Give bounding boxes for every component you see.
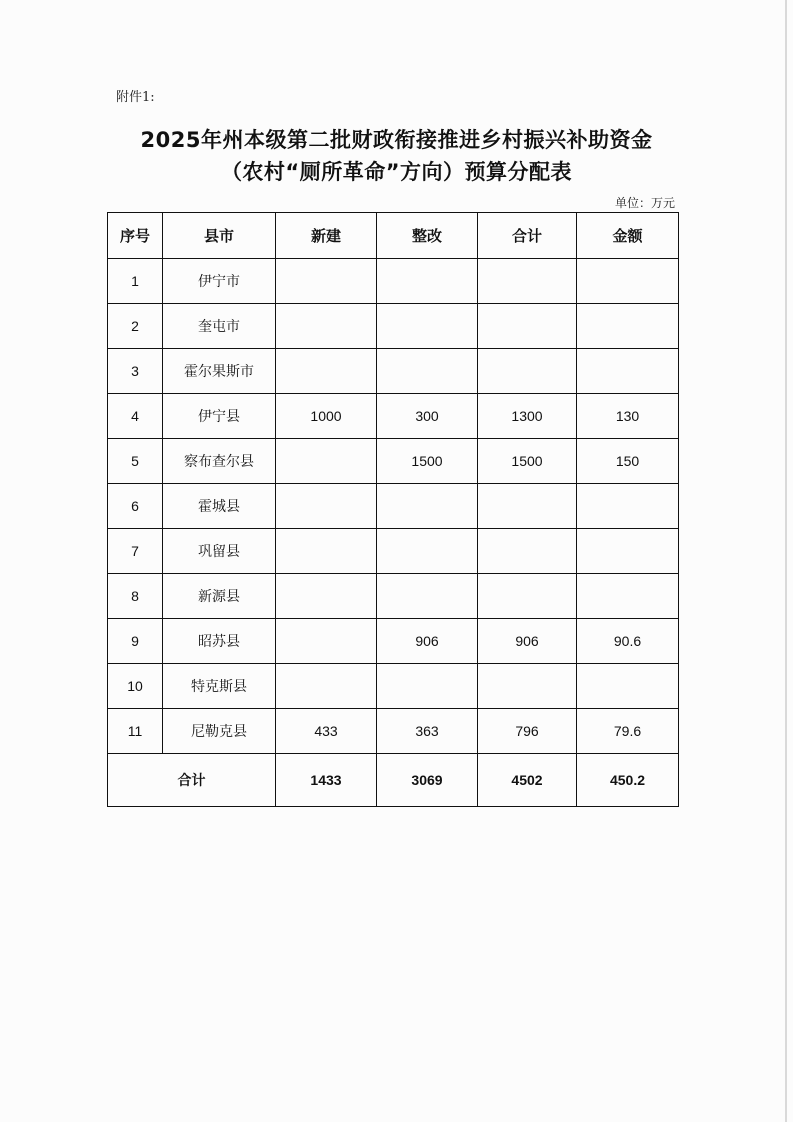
cell-total bbox=[478, 259, 577, 304]
cell-no: 7 bbox=[108, 529, 163, 574]
cell-rectify bbox=[377, 304, 478, 349]
cell-amount: 150 bbox=[577, 439, 679, 484]
attachment-label: 附件1: bbox=[116, 90, 155, 105]
cell-total: 796 bbox=[478, 709, 577, 754]
cell-no: 10 bbox=[108, 664, 163, 709]
total-amount: 450.2 bbox=[577, 754, 679, 807]
cell-no: 5 bbox=[108, 439, 163, 484]
table-row bbox=[108, 304, 679, 349]
cell-county: 察布查尔县 bbox=[163, 439, 276, 484]
cell-county: 伊宁市 bbox=[163, 259, 276, 304]
cell-amount bbox=[577, 259, 679, 304]
cell-county: 霍尔果斯市 bbox=[163, 349, 276, 394]
table-row bbox=[108, 664, 679, 709]
document-title-line2: （农村“厕所革命”方向）预算分配表 bbox=[220, 160, 573, 184]
cell-total: 906 bbox=[478, 619, 577, 664]
total-sum: 4502 bbox=[478, 754, 577, 807]
cell-amount bbox=[577, 664, 679, 709]
cell-rectify bbox=[377, 349, 478, 394]
header-amount: 金额 bbox=[577, 213, 679, 259]
cell-new bbox=[276, 529, 377, 574]
cell-rectify bbox=[377, 259, 478, 304]
cell-new bbox=[276, 259, 377, 304]
cell-amount: 90.6 bbox=[577, 619, 679, 664]
table-row bbox=[108, 439, 679, 484]
cell-no: 2 bbox=[108, 304, 163, 349]
cell-county: 特克斯县 bbox=[163, 664, 276, 709]
total-new: 1433 bbox=[276, 754, 377, 807]
cell-total bbox=[478, 304, 577, 349]
cell-total: 1300 bbox=[478, 394, 577, 439]
table-row bbox=[108, 484, 679, 529]
cell-total bbox=[478, 529, 577, 574]
cell-new bbox=[276, 484, 377, 529]
budget-table bbox=[107, 212, 679, 807]
cell-no: 9 bbox=[108, 619, 163, 664]
header-new: 新建 bbox=[276, 213, 377, 259]
total-rectify: 3069 bbox=[377, 754, 478, 807]
header-county: 县市 bbox=[163, 213, 276, 259]
cell-county: 昭苏县 bbox=[163, 619, 276, 664]
document-title-line1: 2025年州本级第二批财政衔接推进乡村振兴补助资金 bbox=[140, 128, 653, 152]
table-row bbox=[108, 619, 679, 664]
cell-no: 11 bbox=[108, 709, 163, 754]
header-no: 序号 bbox=[108, 213, 163, 259]
table-row bbox=[108, 574, 679, 619]
cell-rectify: 300 bbox=[377, 394, 478, 439]
header-rectify: 整改 bbox=[377, 213, 478, 259]
cell-total bbox=[478, 664, 577, 709]
cell-new bbox=[276, 574, 377, 619]
table-header-row bbox=[108, 213, 679, 259]
cell-amount bbox=[577, 484, 679, 529]
cell-county: 霍城县 bbox=[163, 484, 276, 529]
cell-new bbox=[276, 619, 377, 664]
cell-total: 1500 bbox=[478, 439, 577, 484]
cell-amount bbox=[577, 304, 679, 349]
cell-total bbox=[478, 484, 577, 529]
cell-no: 3 bbox=[108, 349, 163, 394]
cell-rectify bbox=[377, 529, 478, 574]
cell-total bbox=[478, 349, 577, 394]
cell-no: 6 bbox=[108, 484, 163, 529]
cell-rectify bbox=[377, 574, 478, 619]
cell-new bbox=[276, 439, 377, 484]
cell-amount: 130 bbox=[577, 394, 679, 439]
cell-amount bbox=[577, 349, 679, 394]
cell-rectify bbox=[377, 664, 478, 709]
cell-new: 1000 bbox=[276, 394, 377, 439]
cell-amount bbox=[577, 574, 679, 619]
cell-amount bbox=[577, 529, 679, 574]
table-total-row bbox=[108, 754, 679, 807]
cell-county: 尼勒克县 bbox=[163, 709, 276, 754]
unit-label: 单位：万元 bbox=[614, 196, 675, 210]
cell-rectify: 1500 bbox=[377, 439, 478, 484]
cell-rectify: 906 bbox=[377, 619, 478, 664]
cell-no: 1 bbox=[108, 259, 163, 304]
cell-new bbox=[276, 349, 377, 394]
cell-new bbox=[276, 304, 377, 349]
table-row bbox=[108, 259, 679, 304]
table-row bbox=[108, 709, 679, 754]
cell-county: 伊宁县 bbox=[163, 394, 276, 439]
cell-rectify bbox=[377, 484, 478, 529]
cell-new: 433 bbox=[276, 709, 377, 754]
cell-county: 新源县 bbox=[163, 574, 276, 619]
cell-no: 4 bbox=[108, 394, 163, 439]
cell-new bbox=[276, 664, 377, 709]
total-label: 合计 bbox=[108, 754, 276, 807]
cell-rectify: 363 bbox=[377, 709, 478, 754]
table-row bbox=[108, 529, 679, 574]
cell-total bbox=[478, 574, 577, 619]
header-total: 合计 bbox=[478, 213, 577, 259]
cell-no: 8 bbox=[108, 574, 163, 619]
cell-county: 奎屯市 bbox=[163, 304, 276, 349]
cell-amount: 79.6 bbox=[577, 709, 679, 754]
table-row bbox=[108, 394, 679, 439]
table-row bbox=[108, 349, 679, 394]
cell-county: 巩留县 bbox=[163, 529, 276, 574]
